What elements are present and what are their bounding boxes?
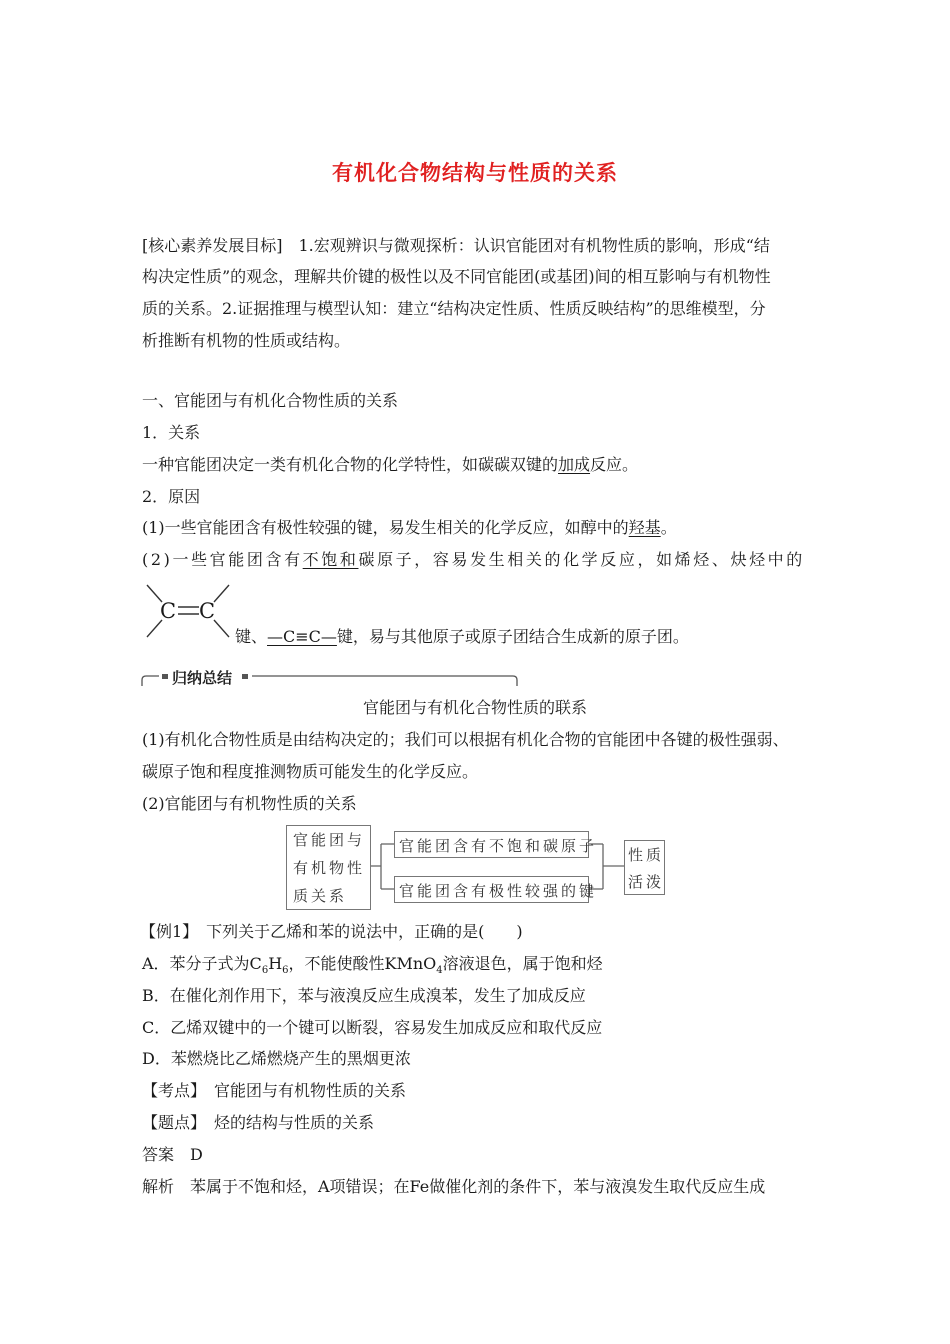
- option-b: B．在催化剂作用下，苯与液溴反应生成溴苯，发生了加成反应: [142, 986, 586, 1005]
- answer-blank-hydroxyl: 羟基: [628, 518, 661, 537]
- diagram-box-active: 性质 活泼: [624, 840, 665, 895]
- summary-rule-left: [142, 676, 159, 686]
- section-heading: 一、官能团与有机化合物性质的关系: [142, 391, 399, 410]
- diagram-box-polar-bond: 官能团含有极性较强的键: [394, 876, 589, 903]
- bond-upper-right: [214, 585, 229, 602]
- tidian: 【题点】 烃的结构与性质的关系: [142, 1113, 375, 1132]
- reason-p2: (2)一些官能团含有不饱和碳原子，容易发生相关的化学反应，如烯烃、炔烃中的: [142, 550, 805, 569]
- summary-p1-line2: 碳原子饱和程度推测物质可能发生的化学反应。: [142, 762, 479, 781]
- diagram-box-unsaturated: 官能团含有不饱和碳原子: [394, 831, 589, 858]
- summary-p2: (2)官能团与有机物性质的关系: [142, 794, 357, 813]
- answer-blank-unsaturated: 不饱和: [302, 550, 359, 569]
- subheading-relation: 1．关系: [142, 423, 201, 442]
- summary-square-left: [162, 674, 168, 679]
- bond-lower-right: [214, 620, 229, 637]
- relation-text: 一种官能团决定一类有机化合物的化学特性，如碳碳双键的加成反应。: [142, 455, 639, 474]
- summary-rule-right: [252, 676, 517, 686]
- example-question: 【例1】 下列关于乙烯和苯的说法中，正确的是( ): [140, 922, 523, 941]
- reason-p1: (1)一些官能团含有极性较强的键，易发生相关的化学反应，如醇中的羟基。: [142, 518, 677, 537]
- diagram-box-relation: 官能团与 有机物性 质关系: [286, 825, 371, 910]
- analysis: 解析 苯属于不饱和烃，A项错误；在Fe做催化剂的条件下，苯与液溴发生取代反应生成: [142, 1177, 766, 1196]
- summary-p1-line1: (1)有机化合物性质是由结构决定的；我们可以根据有机化合物的官能团中各键的极性强弱、: [142, 730, 789, 749]
- goals-line-3: 质的关系。2.证据推理与模型认知：建立“结构决定性质、性质反映结构”的思维模型，分: [142, 299, 766, 318]
- reason-p3: 键、—C≡C—键，易与其他原子或原子团结合生成新的原子团。: [235, 627, 689, 646]
- page-title: 有机化合物结构与性质的关系: [332, 161, 618, 185]
- option-a: A．苯分子式为$C_6H_6$，不能使酸性KMnO$_4$溶液退色，属于饱和烃: [142, 954, 603, 977]
- option-d: D．苯燃烧比乙烯燃烧产生的黑烟更浓: [142, 1049, 411, 1068]
- answer-blank-addition: 加成: [558, 455, 591, 474]
- goals-line-1: [核心素养发展目标] 1.宏观辨识与微观探析：认识官能团对有机物性质的影响，形成“结: [142, 236, 770, 255]
- kaodian: 【考点】 官能团与有机物性质的关系: [142, 1081, 407, 1100]
- goals-line-2: 构决定性质”的观念，理解共价键的极性以及不同官能团(或基团)间的相互影响与有机物性: [142, 267, 771, 286]
- atom-left: C: [160, 599, 177, 623]
- summary-square-right: [242, 674, 248, 679]
- answer-blank-triple-bond: —C≡C—: [267, 627, 337, 646]
- subheading-reason: 2．原因: [142, 487, 201, 506]
- goals-line-4: 析推断有机物的性质或结构。: [142, 331, 351, 350]
- summary-heading: 官能团与有机化合物性质的联系: [362, 698, 587, 717]
- answer: 答案 D: [142, 1145, 203, 1164]
- summary-label: 归纳总结: [172, 669, 233, 687]
- atom-right: C: [199, 599, 216, 623]
- option-c: C．乙烯双键中的一个键可以断裂，容易发生加成反应和取代反应: [142, 1018, 603, 1037]
